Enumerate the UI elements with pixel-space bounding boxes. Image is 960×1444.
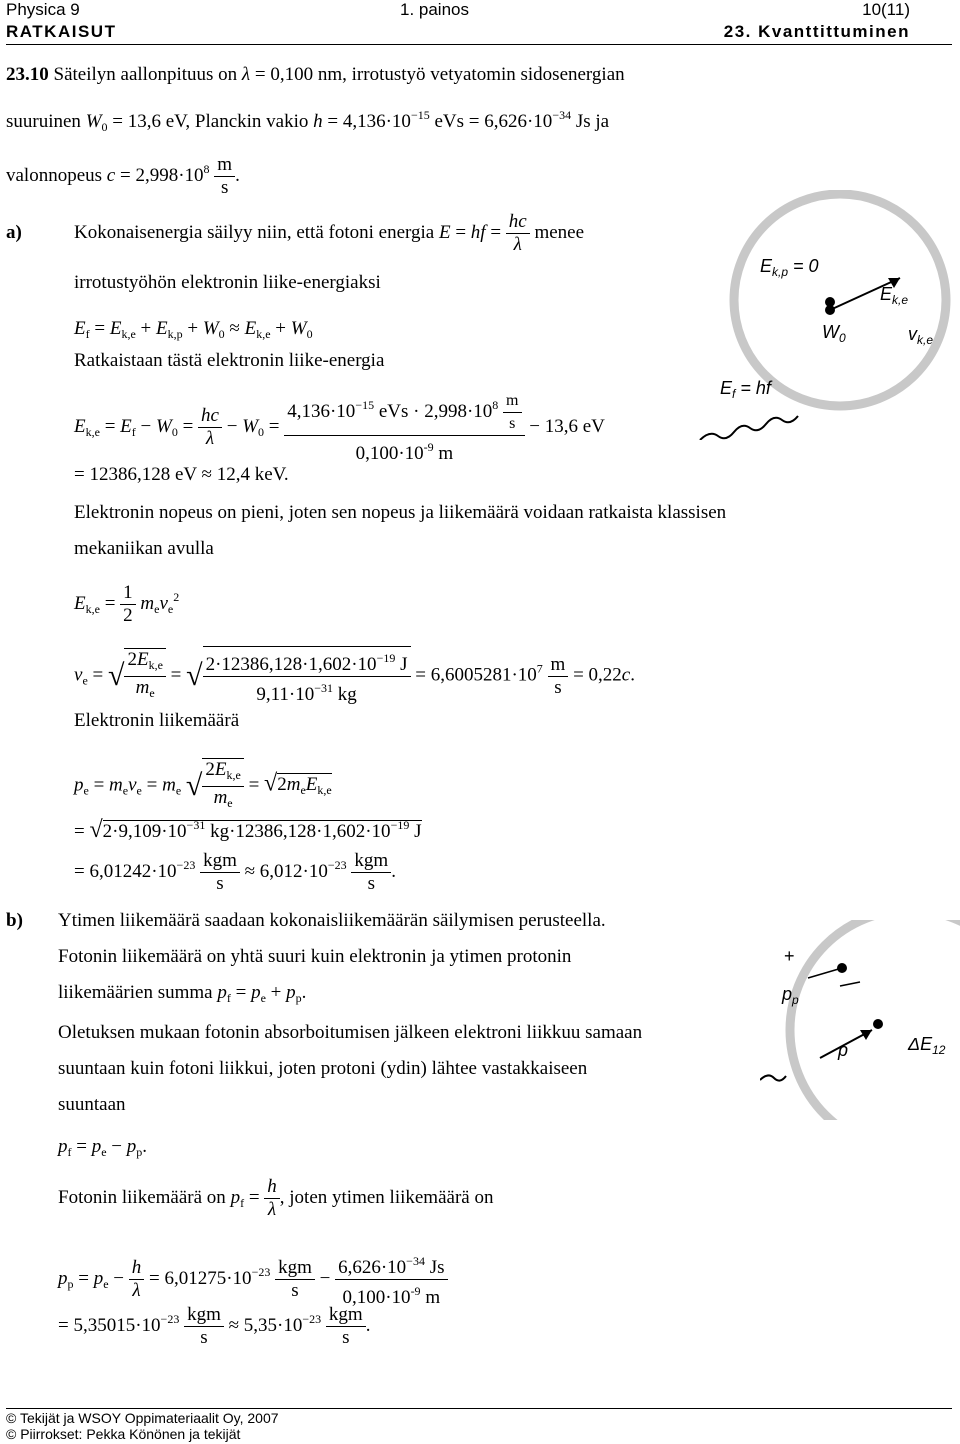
atom-circle [734,194,946,406]
part-a-eq4: $E_{k,e}$ = $\frac{1}{2}$ $m_ev_e^2$ [74,582,180,626]
problem-intro: 23.10 Säteilyn aallonpituus on λ = 0,100 nm, irrotustyö vetyatomin sidosenergian [6,64,625,85]
header-rule [6,44,952,45]
part-a-line3: Ratkaistaan tästä elektronin liike-energia [74,350,385,371]
part-b-line2: Fotonin liikemäärä on yhtä suuri kuin elektronin ja ytimen protonin [58,946,572,967]
part-a-eq7: = $√2\cdot 9,109\cdot 10^{-31}$ $kg\cdot 12386,128\cdot 1,602\cdot 10^{-19}$ J [74,817,422,843]
label-plus: + [784,946,795,966]
header-page-number: 10(11) [862,0,910,19]
header-chapter: 23. Kvanttittuminen [723,22,910,41]
part-b-label: b) [6,910,23,931]
part-a-eq2: $E_{k,e} = E_f - W_0$ = $\frac{hc}{\lambda}$ − $W_0$ = $4,136\cdot 10^{-15}$ eVs · $2,998\cdot 10^8$ $\frac{m}{s}$ $0,100\cdot 10^{-9}$ m − 13,6 eV [74,392,605,464]
label-w0: $W_0$ [822,322,846,345]
label-p: p [838,1040,849,1060]
part-a-eq5: $v_e$ = √ $\frac{2E_{k,e}}{m_e}$ = √ $\frac{2\cdot 12386,128\cdot 1,602\cdot 10^{-19} J}{9,11\cdot 10^{-31} kg}$ = $6,6005281\cdot 10^7$ $\frac{m}{s}$ = 0,22c. [74,646,635,706]
footer-copyright: © Tekijät ja WSOY Oppimateriaalit Oy, 2007 [6,1410,279,1426]
part-b-line7: Fotonin liikemäärä on $p_f$ = $\frac{h}{\lambda}$ , joten ytimen liikemäärä on [58,1176,494,1220]
part-b-line1: Ytimen liikemäärä saadaan kokonaisliikemäärän säilymisen perusteella. [58,910,606,931]
header-book-title: Physica 9 [6,0,80,19]
part-b-line4: Oletuksen mukaan fotonin absorboitumisen jälkeen elektroni liikkuu samaan [58,1022,643,1043]
label-vke: $v_{k,e}$ [908,324,934,347]
part-a-line1: Kokonaisenergia säilyy niin, että fotoni energia E = hf = $\frac{hc}{\lambda}$ menee [74,211,585,256]
part-b-line6: suuntaan [58,1094,126,1115]
figure-momentum [760,920,960,1120]
label-de12: $\Delta E_{12}$ [908,1034,946,1057]
header-edition: 1. painos [400,0,469,19]
part-a-label: a) [6,222,22,243]
part-b-eq1: $p_f = p_e - p_p$. [58,1136,148,1159]
label-ef: $E_f$ = hf [720,378,771,401]
electron-dot-2 [873,1019,883,1029]
part-a-line5: mekaniikan avulla [74,538,214,559]
part-a-line4: Elektronin nopeus on pieni, joten sen nopeus ja liikemäärä voidaan ratkaista klassisen [74,502,727,523]
part-a-eq8: = $6,01242\cdot 10^{-23}$ $\frac{\text{kgm}}{s}$ ≈ $6,012\cdot 10^{-23}$ $\frac{\text{kgm}}{s}$ . [74,850,396,894]
problem-intro-line2: suuruinen $W_0 = 13,6$ eV, Planckin vakio $h = 4,136\cdot 10^{-15}$ eVs = $6,626\cdot 10^{-34}$ Js ja [6,108,610,134]
header-section: RATKAISUT [6,22,117,41]
part-a-eq6: $p_e = m_ev_e = m_e$ √ $\frac{2E_{k,e}}{m_e}$ = $√2m_eE_{k,e}$ [74,758,332,814]
part-b-eq3: = $5,35015\cdot 10^{-23}$ $\frac{\text{kgm}}{s}$ ≈ $5,35\cdot 10^{-23}$ $\frac{\text{kgm}}{s}$ . [58,1304,371,1348]
part-b-line3: liikemäärien summa $p_f = p_e + p_p$. [58,982,307,1005]
problem-intro-line3: valonnopeus $c = 2,998\cdot 10^8$ $\frac{m}{s}$ . [6,154,240,198]
part-b-line5: suuntaan kuin fotoni liikkui, joten protoni (ydin) lähtee vastakkaiseen [58,1058,588,1079]
problem-number: 23.10 [6,64,49,85]
part-b-eq2: $p_p = p_e$ − $\frac{h}{\lambda}$ = $6,01275\cdot 10^{-23}$ $\frac{\text{kgm}}{s}$ − $\frac{6,626\cdot 10^{-34} Js}{0,100\cdot 10^{-9} m}$ [58,1250,448,1309]
part-a-line6: Elektronin liikemäärä [74,710,240,731]
part-a-eq3: = 12386,128 eV ≈ 12,4 keV. [74,464,289,485]
photon-wave [700,416,798,440]
pp-arrow [808,968,842,978]
label-eke: $E_{k,e}$ [880,284,909,307]
label-pp: $p_p$ [782,984,799,1007]
footer-rule [6,1408,952,1409]
footer-illustrations: © Piirrokset: Pekka Könönen ja tekijät [6,1426,241,1442]
figure-electron-emission [690,190,960,440]
part-a-eq1: $E_f = E_{k,e} + E_{k,p} + W_0 \approx E_{k,e} + W_0$ [74,318,313,341]
part-a-line2: irrotustyöhön elektronin liike-energiaksi [74,272,381,293]
label-ekp: $E_{k,p} = 0$ [760,256,819,279]
